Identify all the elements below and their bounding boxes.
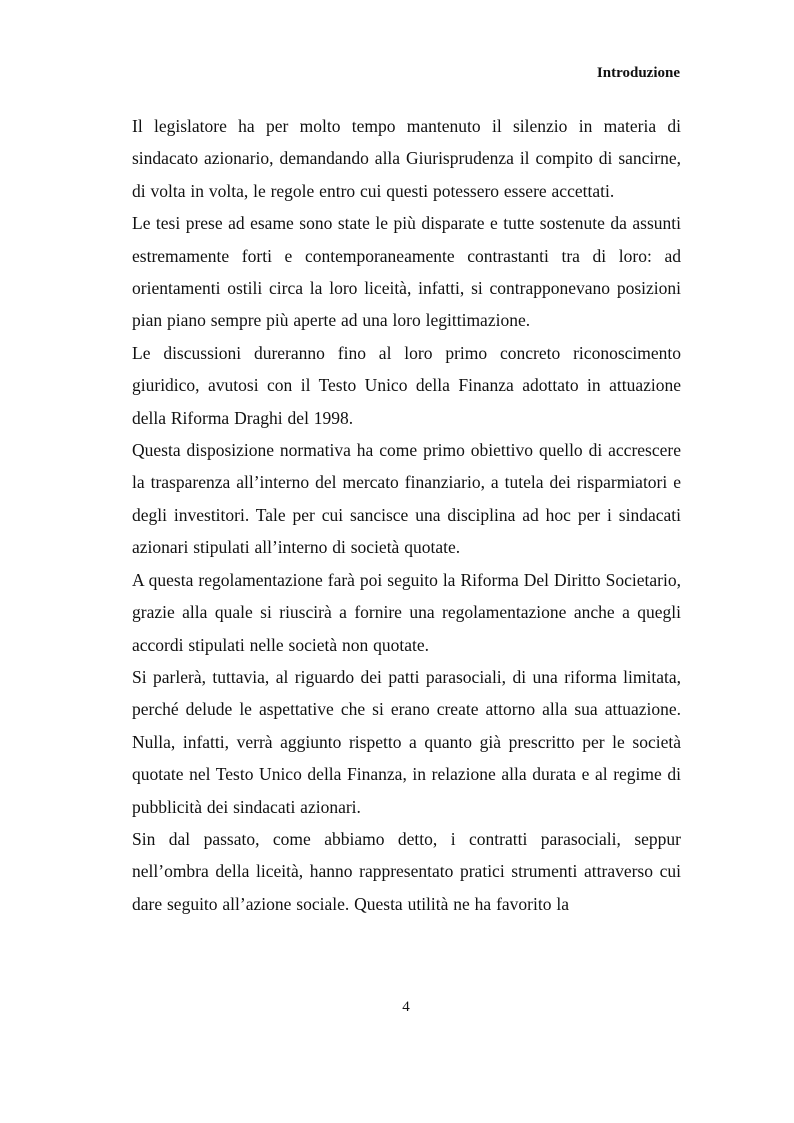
running-header-title: Introduzione <box>596 65 680 81</box>
paragraph-4: Questa disposizione normativa ha come primo obiettivo quello di accrescere la trasparenza all’interno del mercato finanziario, a tutela dei risparmiatori e degli investitori. Tale per cui sancisce una disciplina ad hoc per i sindacati azionari stipulati all’interno di società quotate. <box>132 440 681 558</box>
paragraph-6: Si parlerà, tuttavia, al riguardo dei patti parasociali, di una riforma limitata, perché delude le aspettative che si erano create attorno alla sua attuazione. Nulla, infatti, verrà aggiunto rispetto a quanto già prescritto per le società quotate nel Testo Unico della Finanza, in relazione alla durata e al regime di pubblicità dei sindacati azionari. <box>132 666 681 817</box>
body-text <box>132 110 681 920</box>
paragraph-3: Le discussioni dureranno fino al loro primo concreto riconoscimento giuridico, avutosi con il Testo Unico della Finanza adottato in attuazione della Riforma Draghi del 1998. <box>132 342 681 428</box>
paragraph-5: A questa regolamentazione farà poi seguito la Riforma Del Diritto Societario, grazie alla quale si riuscirà a fornire una regolamentazione anche a quegli accordi stipulati nelle società non quotate. <box>132 569 681 655</box>
paragraph-2: Le tesi prese ad esame sono state le più disparate e tutte sostenute da assunti estremamente forti e contemporaneamente contrastanti tra di loro: ad orientamenti ostili circa la loro liceità, infatti, si contrapponevano posizioni pian piano sempre più aperte ad una loro legittimazione. <box>132 213 681 331</box>
paragraph-1: Il legislatore ha per molto tempo mantenuto il silenzio in materia di sindacato azionario, demandando alla Giurisprudenza il compito di sancirne, di volta in volta, le regole entro cui questi potessero essere accettati. <box>132 116 681 201</box>
page-number: 4 <box>402 999 410 1015</box>
paragraph-7: Sin dal passato, come abbiamo detto, i contratti parasociali, seppur nell’ombra della liceità, hanno rappresentato pratici strumenti attraverso cui dare seguito all’azione sociale. Questa utilità ne ha favorito la <box>132 828 681 914</box>
